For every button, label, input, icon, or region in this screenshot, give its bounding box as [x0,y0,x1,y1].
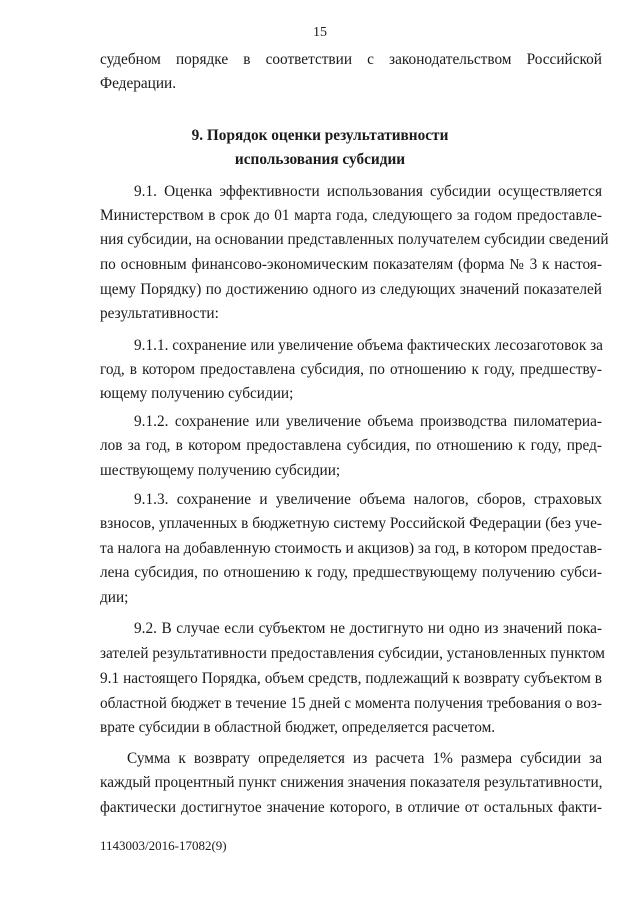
page-number: 15 [313,25,327,40]
text-line: лов за год, в котором предоставлена субсидия, по отношению к году, пред- [100,437,602,454]
section-heading: 9. Порядок оценки результативности [191,127,449,144]
text-line: фактически достигнутое значение которого, в отличие от остальных факти- [100,799,602,816]
text-line: шествующему получению субсидии; [100,462,341,479]
text-line: по основным финансово-экономическим показателям (форма № 3 к настоя- [100,256,602,273]
text-line: щему Порядку) по достижению одного из следующих значений показателей [100,281,602,298]
document-footer-code: 1143003/2016-17082(9) [100,838,227,853]
text-line: лена субсидия, по отношению к году, предшествующему получению субси- [100,564,602,581]
text-line: результативности: [100,305,219,322]
text-line: Федерации. [100,75,177,92]
text-line: 9.2. В случае если субъектом не достигнуто ни одно из значений пока- [134,620,602,637]
text-line: 9.1.1. сохранение или увеличение объема фактических лесозаготовок за [134,337,603,354]
text-line: 9.1.3. сохранение и увеличение объема налогов, сборов, страховых [134,491,602,508]
text-line: 9.1. Оценка эффективности использования субсидии осуществляется [134,183,602,200]
text-line: 9.1 настоящего Порядка, объем средств, подлежащий к возврату субъектом в [100,670,602,687]
text-line: 9.1.2. сохранение или увеличение объема производства пиломатериа- [134,413,602,430]
text-line: взносов, уплаченных в бюджетную систему Российской Федерации (без уче- [100,515,602,532]
text-line: год, в котором предоставлена субсидия, по отношению к году, предшеству- [100,361,602,378]
text-line: областной бюджет в течение 15 дней с момента получения требования о воз- [100,695,602,712]
text-line: Сумма к возврату определяется из расчета 1% размера субсидии за [127,750,602,767]
text-line: ния субсидии, на основании представленных получателем субсидии сведений [100,231,609,248]
text-line: ющему получению субсидии; [100,385,294,402]
text-line: зателей результативности предоставления субсидии, установленных пунктом [100,645,605,662]
text-line: дии; [100,589,129,606]
text-line: та налога на добавленную стоимость и акцизов) за год, в котором предостав- [100,540,602,557]
text-line: Министерством в срок до 01 марта года, следующего за годом предоставле- [100,207,602,224]
section-heading: использования субсидии [234,151,406,168]
text-line: каждый процентный пункт снижения значения показателя результативности, [100,774,603,791]
text-line: судебном порядке в соответствии с законодательством Российской [100,51,602,68]
text-line: врате субсидии в областной бюджет, определяется расчетом. [100,719,496,736]
